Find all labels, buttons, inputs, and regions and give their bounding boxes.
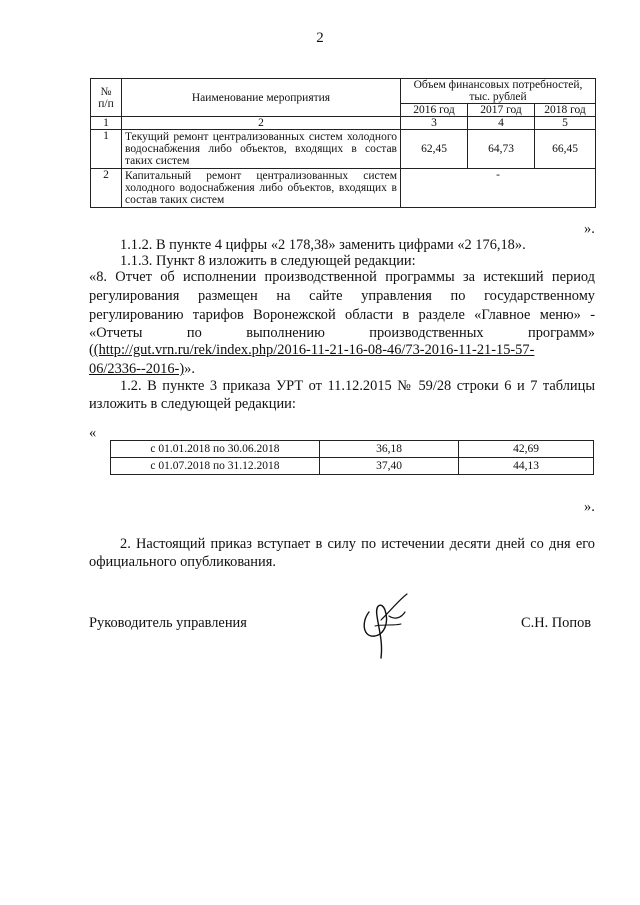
row-value: 64,73 — [468, 130, 535, 169]
header-name: Наименование мероприятия — [122, 79, 401, 117]
report-link-continued[interactable]: 06/2336--2016-) — [89, 361, 185, 377]
index-cell: 4 — [468, 117, 535, 130]
header-volume: Объем финансовых потребностей, тыс. рублей — [401, 79, 596, 104]
link-prefix: ( — [89, 342, 94, 358]
table-row — [91, 169, 596, 208]
row-num: 1 — [91, 130, 122, 169]
row-value: 62,45 — [401, 130, 468, 169]
index-cell: 5 — [535, 117, 596, 130]
financial-needs-table — [90, 78, 596, 208]
paragraph-1-1-2: 1.1.2. В пункте 4 цифры «2 178,38» заменить цифрами «2 176,18». — [120, 237, 526, 253]
signer-title: Руководитель управления — [89, 615, 247, 631]
link-suffix: ». — [184, 361, 195, 377]
quote-close-2: ». — [584, 499, 595, 515]
report-link-line-1 — [89, 341, 595, 360]
table-header-row — [91, 79, 596, 104]
value-cell: 37,40 — [320, 458, 459, 475]
header-num: № п/п — [91, 79, 122, 117]
period-cell: с 01.01.2018 по 30.06.2018 — [111, 441, 320, 458]
period-cell: с 01.07.2018 по 31.12.2018 — [111, 458, 320, 475]
row-name: Капитальный ремонт централизованных систем холодного водоснабжения либо объектов, входящих в состав таких систем — [122, 169, 401, 208]
paragraph-1-2-line-1: 1.2. В пункте 3 приказа УРТ от 11.12.2015 № 59/28 строки 6 и 7 таблицы — [120, 378, 595, 394]
paragraph-8-line-3: регулированию тарифов Воронежской области в разделе «Главное меню» - — [89, 307, 595, 323]
value-cell: 42,69 — [459, 441, 594, 458]
header-year-2018: 2018 год — [535, 104, 596, 117]
row-name: Текущий ремонт централизованных систем холодного водоснабжения либо объектов, входящих в состав таких систем — [122, 130, 401, 169]
quote-open: « — [89, 425, 97, 441]
row-merged-value: - — [401, 169, 596, 208]
row-value: 66,45 — [535, 130, 596, 169]
paragraph-2-line-2: официального опубликования. — [89, 554, 276, 570]
paragraph-8-line-1: «8. Отчет об исполнении производственной программы за истекший период — [89, 269, 595, 285]
table-row — [111, 458, 594, 475]
row-num: 2 — [91, 169, 122, 208]
quote-close-1: ». — [584, 221, 595, 237]
table-index-row — [91, 117, 596, 130]
paragraph-8-line-4: «Отчеты по выполнению производственных программ» — [89, 325, 595, 341]
page-number: 2 — [316, 30, 324, 46]
table-row — [111, 441, 594, 458]
value-cell: 36,18 — [320, 441, 459, 458]
header-year-2017: 2017 год — [468, 104, 535, 117]
header-year-2016: 2016 год — [401, 104, 468, 117]
paragraph-1-2-line-2: изложить в следующей редакции: — [89, 396, 296, 412]
paragraph-1-1-3: 1.1.3. Пункт 8 изложить в следующей редакции: — [120, 253, 416, 269]
index-cell: 3 — [401, 117, 468, 130]
table-row — [91, 130, 596, 169]
report-link[interactable]: (http://gut.vrn.ru/rek/index.php/2016-11-21-16-08-46/73-2016-11-21-15-57- — [93, 342, 535, 358]
index-cell: 1 — [91, 117, 122, 130]
index-cell: 2 — [122, 117, 401, 130]
paragraph-8-line-2: регулирования размещен на сайте управления по государственному — [89, 288, 595, 304]
value-cell: 44,13 — [459, 458, 594, 475]
handwritten-signature — [355, 590, 415, 660]
tariff-rows-table — [110, 440, 594, 475]
signer-name: С.Н. Попов — [521, 615, 592, 631]
paragraph-2-line-1: 2. Настоящий приказ вступает в силу по истечении десяти дней со дня его — [120, 536, 595, 552]
